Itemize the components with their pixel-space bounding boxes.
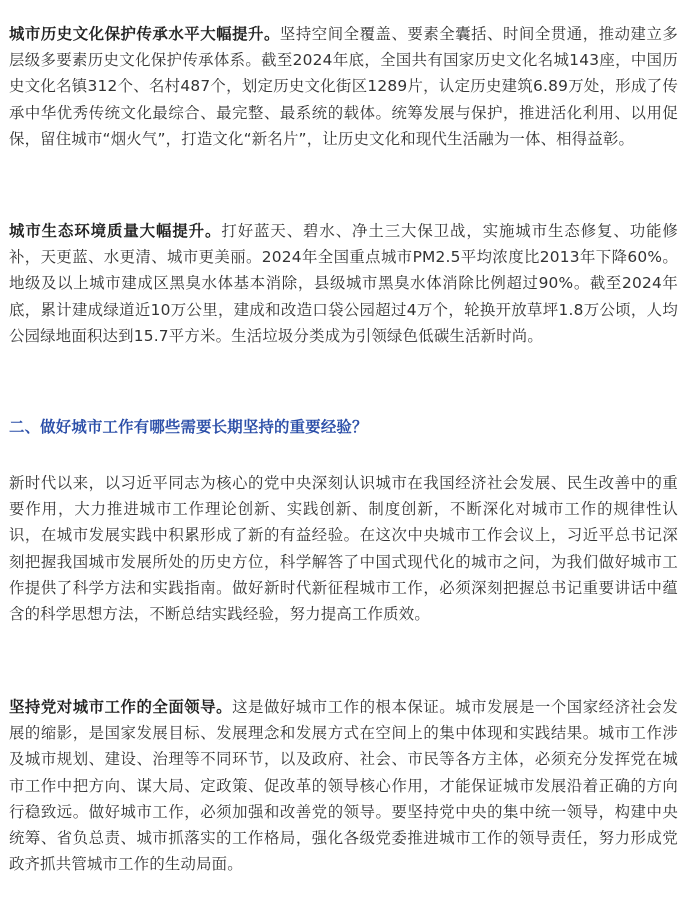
paragraph-ecology [9,218,678,349]
paragraph-heritage-protection [9,21,678,152]
paragraph-party-leadership [9,694,678,877]
section-heading: 二、做好城市工作有哪些需要长期坚持的重要经验？ [9,418,368,436]
paragraph-lead-ecology: 城市生态环境质量大幅提升。 [9,222,222,240]
paragraph-text-ecology: 打好蓝天、碧水、净土三大保卫战，实施城市生态修复、功能修补，天更蓝、水更清、城市更美丽。2024年全国重点城市PM2.5平均浓度比2013年下降60%。地级及以上城市建成区黑臭水体基本消除，县级城市黑臭水体消除比例超过90%。截至2024年底，累计建成绿道近10万公里，建成和改造口袋公园超过4万个，轮换开放草坪1.8万公顷，人均公园绿地面积达到15.7平方米。生活垃圾分类成为引领绿色低碳生活新时尚。 [9,222,678,345]
paragraph-lead-leadership: 坚持党对城市工作的全面领导。 [9,698,233,716]
paragraph-intro: 新时代以来，以习近平同志为核心的党中央深刻认识城市在我国经济社会发展、民生改善中的重要作用，大力推进城市工作理论创新、实践创新、制度创新，不断深化对城市工作的规律性认识，在城市发展实践中积累形成了新的有益经验。在这次中央城市工作会议上，习近平总书记深刻把握我国城市发展所处的历史方位，科学解答了中国式现代化的城市之问，为我们做好城市工作提供了科学方法和实践指南。做好新时代新征程城市工作，必须深刻把握总书记重要讲话中蕴含的科学思想方法，不断总结实践经验，努力提高工作质效。 [9,474,678,624]
paragraph-lead-heritage: 城市历史文化保护传承水平大幅提升。 [9,25,280,43]
paragraph-text-heritage: 坚持空间全覆盖、要素全囊括、时间全贯通，推动建立多层级多要素历史文化保护传承体系。截至2024年底，全国共有国家历史文化名城143座，中国历史文化名镇312个、名村487个，划定历史文化街区1289片，认定历史建筑6.89万处，形成了传承中华优秀传统文化最综合、最完整、最系统的载体。统筹发展与保护，推进活化利用、以用促保，留住城市“烟火气”，打造文化“新名片”，让历史文化和现代生活融为一体、相得益彰。 [9,25,678,148]
paragraph-text-leadership: 这是做好城市工作的根本保证。城市发展是一个国家经济社会发展的缩影，是国家发展目标、发展理念和发展方式在空间上的集中体现和实践结果。城市工作涉及城市规划、建设、治理等不同环节，以及政府、社会、市民等各方主体，必须充分发挥党在城市工作中把方向、谋大局、定政策、促改革的领导核心作用，才能保证城市发展沿着正确的方向行稳致远。做好城市工作，必须加强和改善党的领导。要坚持党中央的集中统一领导，构建中央统筹、省负总责、城市抓落实的工作格局，强化各级党委推进城市工作的领导责任，努力形成党政齐抓共管城市工作的生动局面。 [9,698,678,874]
